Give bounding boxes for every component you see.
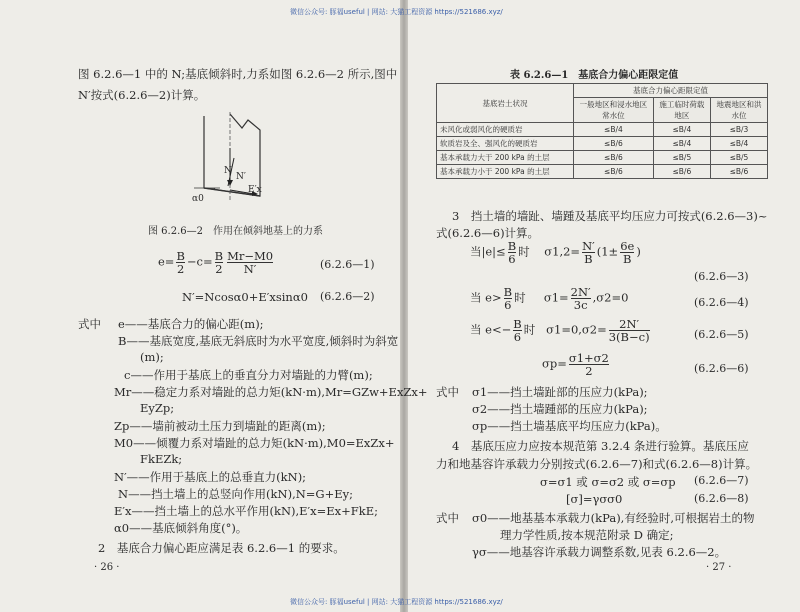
- item-3-line-2: 式(6.2.6—6)计算。: [436, 226, 540, 240]
- table-cell: ≤B/6: [574, 151, 654, 165]
- item-4-line-1: 4 基底压应力应按本规范第 3.2.4 条进行验算。基底压应: [452, 439, 749, 453]
- def-sigma2: σ2——挡土墙踵部的压应力(kPa);: [472, 402, 648, 416]
- equation-6-2-6-4: 当 e> $\frac{B}{6}$ 时 σ1= $\frac{2N'}{3c}$ ,σ2=0: [470, 285, 629, 312]
- equation-6-2-6-8: [σ]=γσσ0: [566, 492, 623, 506]
- def-mr: Mr——稳定力系对墙趾的总力矩(kN·m),Mr=GZw+ExZx+: [114, 385, 428, 399]
- def-m0-cont: FkEZk;: [140, 452, 183, 466]
- equation-6-2-6-2: N′=Ncosα0+E′xsinα0: [182, 290, 308, 304]
- table-cell: ≤B/4: [574, 123, 654, 137]
- table-row: [437, 165, 768, 179]
- table-header-col-2: 施工临时荷载地区: [653, 98, 710, 123]
- intro-line-2: N′按式(6.2.6—2)计算。: [78, 88, 206, 102]
- table-cell: ≤B/6: [710, 165, 767, 179]
- equation-number-7: (6.2.6—7): [694, 474, 749, 487]
- watermark-bottom: 微信公众号: 豚福useful | 网站: 大猫工程资源 https://521686.xyz/: [290, 598, 503, 606]
- equation-number-1: (6.2.6—1): [320, 258, 375, 271]
- item-2: 2 基底合力偏心距应满足表 6.2.6—1 的要求。: [98, 541, 345, 555]
- table-header-group: 基底合力偏心距限定值: [574, 84, 768, 98]
- table-cell: 未风化或弱风化的硬质岩: [437, 123, 574, 137]
- table-header-soil: 基底岩土状况: [437, 84, 574, 123]
- def-mr-cont: EyZp;: [140, 401, 175, 415]
- book-gutter: [400, 0, 408, 612]
- table-cell: ≤B/4: [653, 137, 710, 151]
- label-n: N: [224, 166, 232, 176]
- table-cell: ≤B/4: [710, 137, 767, 151]
- def-b: B——基底宽度,基底无斜底时为水平宽度,倾斜时为斜宽: [118, 334, 399, 348]
- intro-line-1: 图 6.2.6—1 中的 N;基底倾斜时,力系如图 6.2.6—2 所示,图中: [78, 67, 398, 81]
- watermark-top: 微信公众号: 豚福useful | 网站: 大猫工程资源 https://521686.xyz/: [290, 8, 503, 16]
- equation-6-2-6-5: 当 e<− $\frac{B}{6}$ 时 σ1=0,σ2= $\frac{2N'}{3(B-c)}$: [470, 317, 650, 344]
- def-zp: Zp——墙前被动土压力到墙趾的距离(m);: [114, 419, 326, 433]
- item-3-line-1: 3 挡土墙的墙趾、墙踵及基底平均压应力可按式(6.2.6—3)~: [452, 209, 768, 223]
- item-4-line-2: 力和地基容许承载力分别按式(6.2.6—7)和式(6.2.6—8)计算。: [436, 457, 758, 471]
- page-number-right: · 27 ·: [706, 562, 732, 573]
- table-cell: 基本承载力大于 200 kPa 的土层: [437, 151, 574, 165]
- table-cell: ≤B/6: [574, 165, 654, 179]
- def-alpha: α0——基底倾斜角度(°)。: [114, 521, 248, 535]
- label-ex: E′x: [248, 185, 262, 195]
- table-row: [437, 123, 768, 137]
- label-alpha: α0: [192, 194, 204, 204]
- def-ex: E′x——挡土墙上的总水平作用(kN),E′x=Ex+FkE;: [114, 504, 379, 518]
- equation-number-3: (6.2.6—3): [694, 270, 749, 283]
- equation-number-5: (6.2.6—5): [694, 328, 749, 341]
- table-cell: 基本承载力小于 200 kPa 的土层: [437, 165, 574, 179]
- table-header-col-3: 地震地区和洪水位: [710, 98, 767, 123]
- page-number-left: · 26 ·: [94, 562, 120, 573]
- table-cell: ≤B/3: [710, 123, 767, 137]
- def-sigmap: σp——挡土墙基底平均压应力(kPa)。: [472, 419, 667, 433]
- def-sigma1: σ1——挡土墙趾部的压应力(kPa);: [472, 385, 648, 399]
- table-cell: ≤B/4: [653, 123, 710, 137]
- def-gamma: γσ——地基容许承载力调整系数,见表 6.2.6—2。: [472, 545, 727, 559]
- equation-number-4: (6.2.6—4): [694, 296, 749, 309]
- equation-number-6: (6.2.6—6): [694, 362, 749, 375]
- def-n-prime: N′——作用于基底上的总垂直力(kN);: [114, 470, 307, 484]
- table-title: 表 6.2.6—1 基底合力偏心距限定值: [510, 70, 679, 81]
- equation-6-2-6-1: e= $\frac{B}{2}$ −c= $\frac{B}{2}$ $\frac{Mr-M0}{N'}$: [158, 249, 274, 276]
- equation-6-2-6-3: 当|e|≤ $\frac{B}{6}$ 时 σ1,2= $\frac{N'}{B}$ (1± $\frac{6e}{B}$ ): [470, 239, 641, 266]
- defs-label-left: 式中: [78, 317, 101, 331]
- table-cell: ≤B/5: [653, 151, 710, 165]
- equation-number-8: (6.2.6—8): [694, 492, 749, 505]
- equation-6-2-6-7: σ=σ1 或 σ=σ2 或 σ=σp: [540, 475, 676, 489]
- force-diagram: [190, 108, 285, 203]
- defs-label-right: 式中: [436, 385, 459, 399]
- defs-label-right-2: 式中: [436, 511, 459, 525]
- def-e: e——基底合力的偏心距(m);: [118, 317, 264, 331]
- def-n: N——挡土墙上的总竖向作用(kN),N=G+Ey;: [118, 487, 354, 501]
- table-header-col-1: 一般地区和浸水地区常水位: [574, 98, 654, 123]
- def-c: c——作用于基底上的垂直分力对墙趾的力臂(m);: [124, 368, 373, 382]
- def-sigma0: σ0——地基基本承载力(kPa),有经验时,可根据岩土的物: [472, 511, 755, 525]
- table-cell: ≤B/5: [710, 151, 767, 165]
- figure-caption: 图 6.2.6—2 作用在倾斜地基上的力系: [148, 226, 323, 237]
- def-sigma0-cont: 理力学性质,按本规范附录 D 确定;: [500, 528, 674, 542]
- equation-number-2: (6.2.6—2): [320, 290, 375, 303]
- label-n-prime: N′: [236, 172, 246, 182]
- table-cell: ≤B/6: [653, 165, 710, 179]
- equation-6-2-6-6: σp= $\frac{\sigma 1+\sigma 2}{2}$: [542, 351, 609, 378]
- table-row: [437, 151, 768, 165]
- eccentricity-limit-table: [436, 83, 768, 179]
- table-cell: ≤B/6: [574, 137, 654, 151]
- def-m0: M0——倾覆力系对墙趾的总力矩(kN·m),M0=ExZx+: [114, 436, 395, 450]
- table-row: [437, 137, 768, 151]
- def-b-cont: (m);: [140, 350, 164, 364]
- table-cell: 软质岩及全、强风化的硬质岩: [437, 137, 574, 151]
